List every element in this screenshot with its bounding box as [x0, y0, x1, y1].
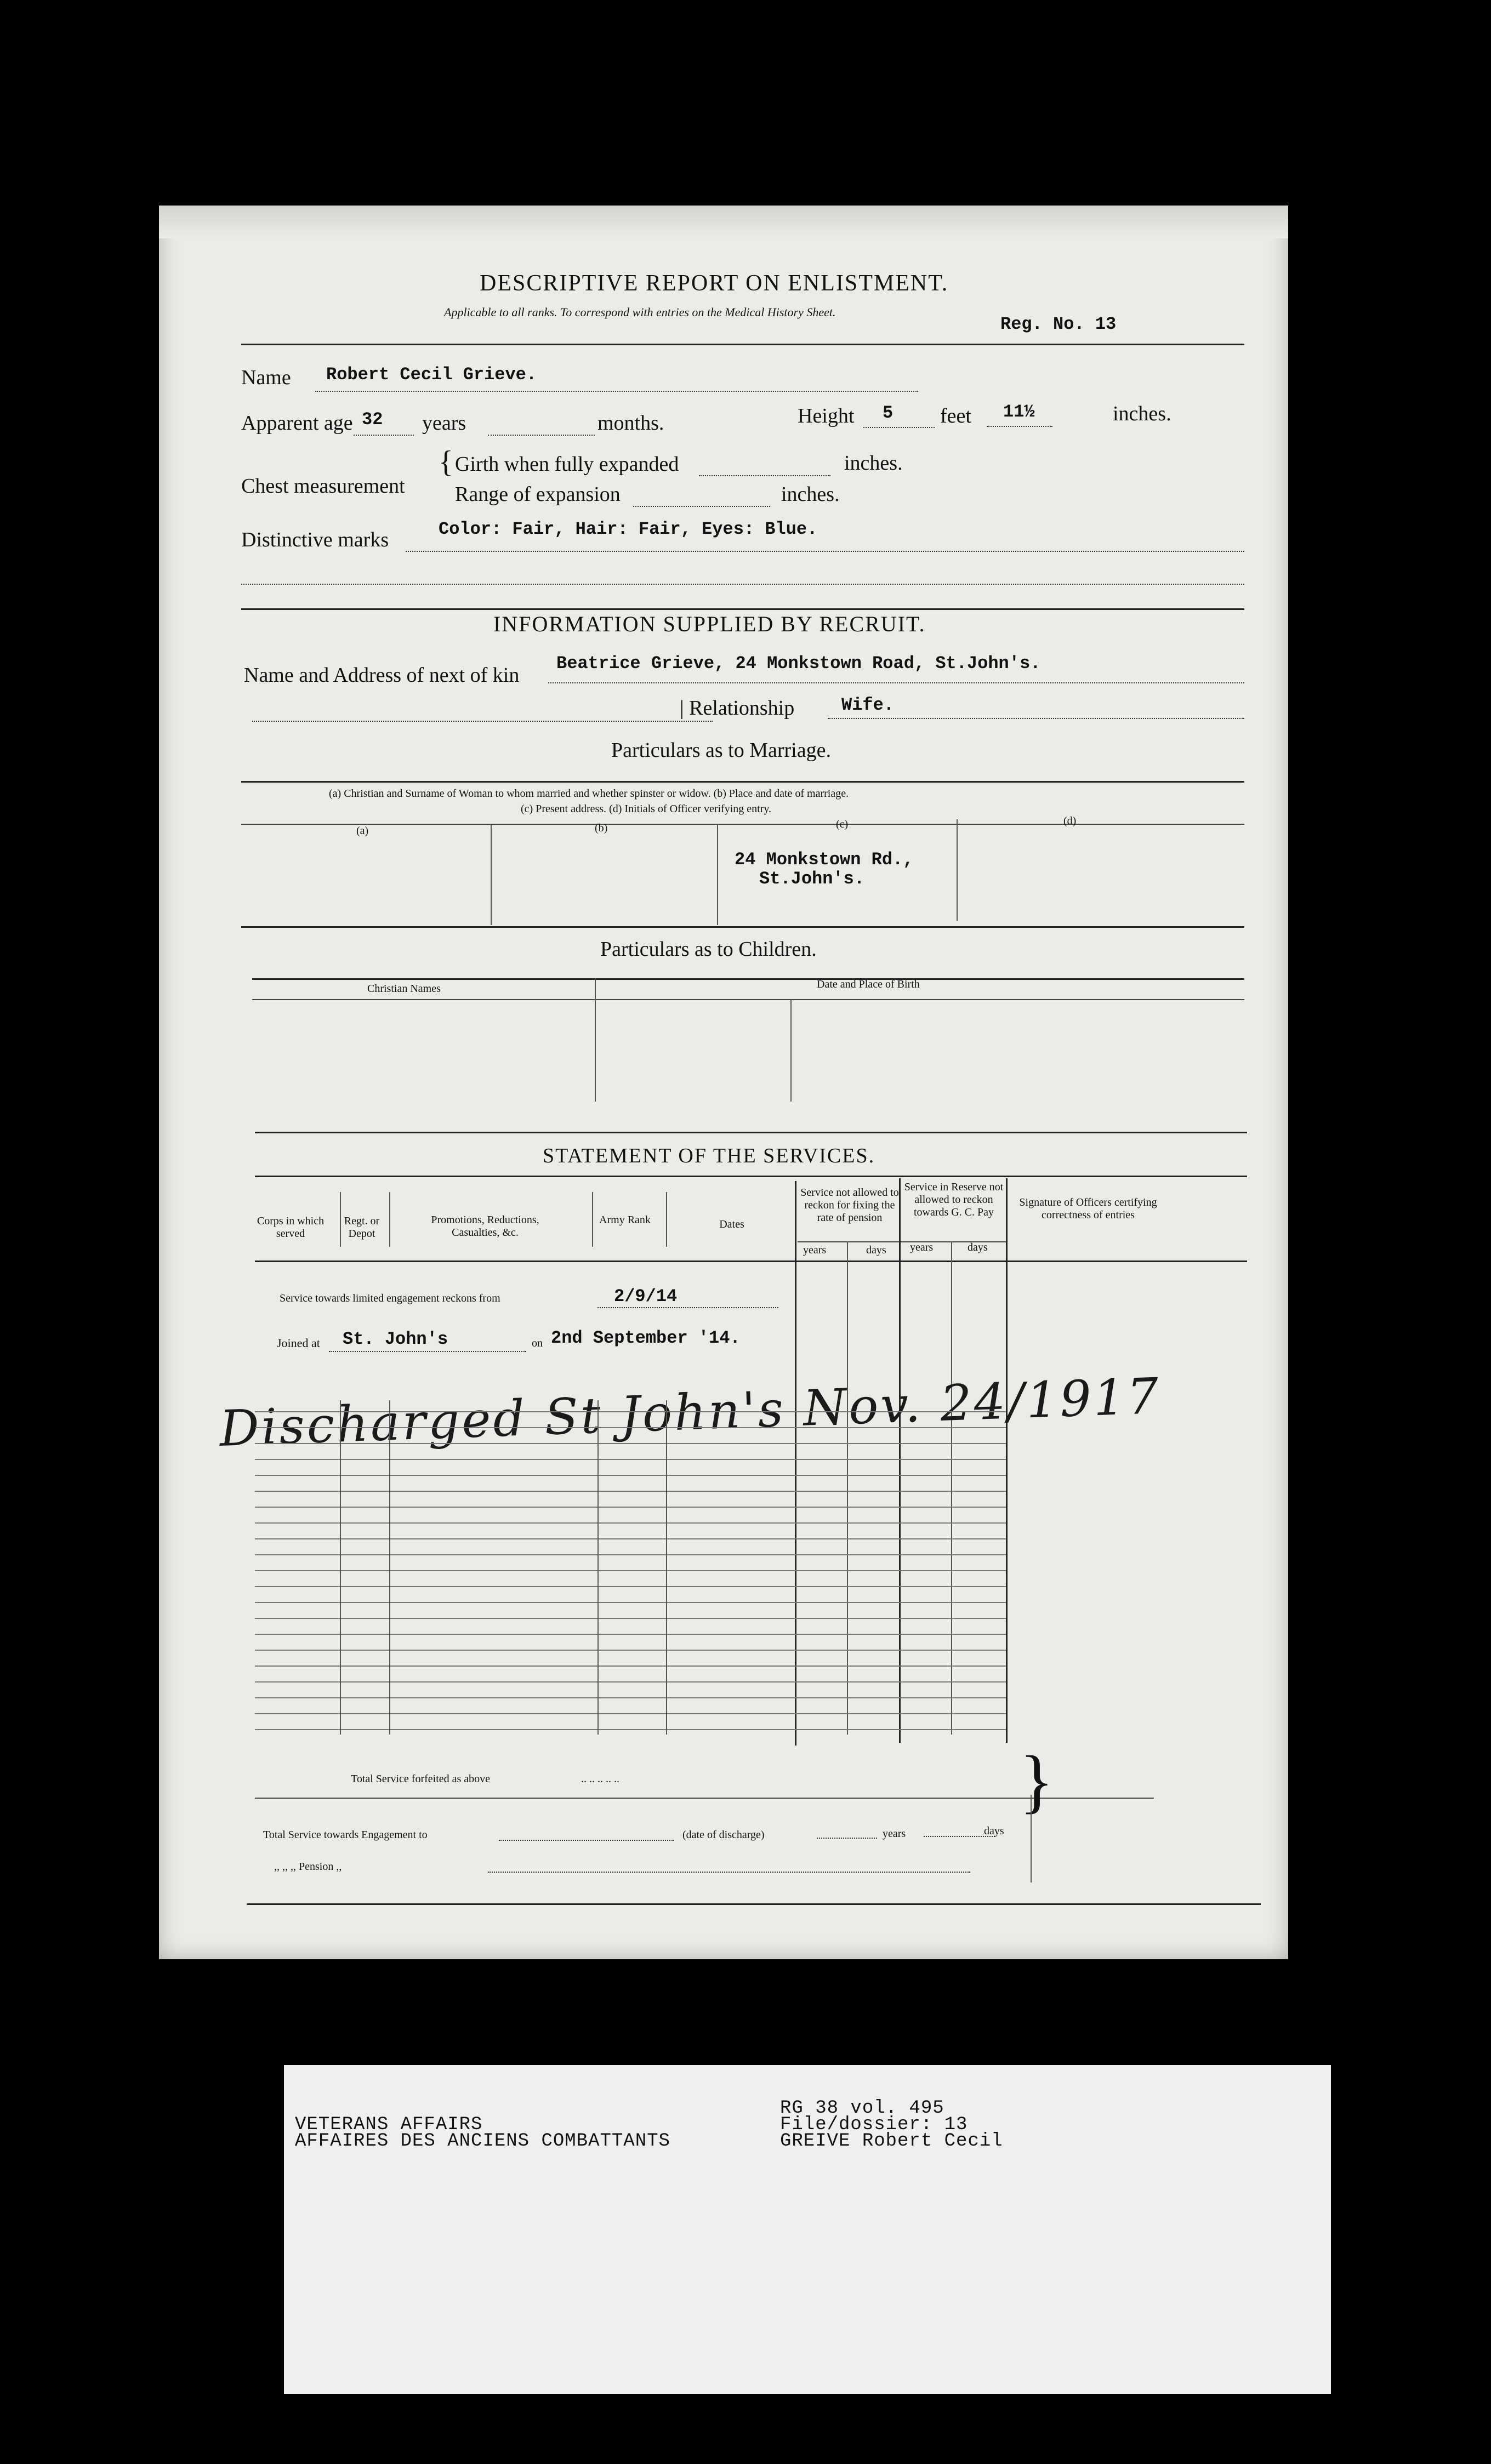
col-divider	[666, 1400, 667, 1735]
marriage-col-b: (b)	[595, 822, 608, 834]
reg-number: Reg. No. 13	[1000, 314, 1117, 334]
pension-days: days	[866, 1244, 886, 1256]
form-subtitle: Applicable to all ranks. To correspond with entries on the Medical History Sheet.	[444, 305, 836, 319]
divider	[241, 344, 1244, 345]
pension-line	[488, 1872, 970, 1873]
forfeited-label: Total Service forfeited as above	[351, 1773, 491, 1785]
signature-brace: }	[1020, 1742, 1054, 1821]
feet-label: feet	[940, 404, 971, 427]
ruled-line	[255, 1666, 1006, 1667]
divider	[255, 1176, 1247, 1177]
pension-years: years	[803, 1244, 827, 1256]
col-divider	[899, 1178, 901, 1743]
ruled-line	[255, 1729, 1006, 1730]
ruled-line	[255, 1475, 1006, 1476]
gc-years: years	[910, 1241, 934, 1253]
marriage-address-1: 24 Monkstown Rd.,	[735, 849, 914, 870]
age-line	[354, 435, 414, 436]
card-name: GREIVE Robert Cecil	[780, 2131, 1003, 2152]
relationship-value: Wife.	[841, 695, 895, 715]
col-promotions: Promotions, Reductions, Casualties, &c.	[431, 1214, 539, 1239]
joined-date: 2nd September '14.	[551, 1328, 741, 1348]
recruit-heading: INFORMATION SUPPLIED BY RECRUIT.	[493, 612, 926, 636]
gc-days: days	[968, 1241, 988, 1253]
col-divider	[491, 824, 492, 925]
kin-value: Beatrice Grieve, 24 Monkstown Road, St.John's.	[556, 653, 1041, 674]
col-divider	[957, 819, 958, 921]
marriage-address-2: St.John's.	[759, 869, 865, 889]
divider	[247, 1903, 1261, 1905]
ruled-line	[255, 1650, 1006, 1651]
ruled-line	[255, 1522, 1006, 1524]
marriage-col-d: (d)	[1063, 815, 1077, 827]
range-label: Range of expansion	[455, 483, 621, 506]
height-label: Height	[798, 404, 855, 427]
chest-label: Chest measurement	[241, 475, 405, 498]
sheet-shadow	[159, 206, 1288, 238]
kin-line	[548, 682, 1244, 683]
card-volume: RG 38 vol. 495	[780, 2098, 944, 2119]
joined-label: Joined at	[277, 1336, 320, 1350]
ruled-line	[255, 1554, 1006, 1555]
relationship-label: | Relationship	[680, 697, 795, 720]
years-label: years	[422, 412, 466, 435]
col-divider	[1031, 1795, 1032, 1883]
col-divider	[340, 1192, 341, 1247]
forfeited-dots: .. .. .. .. ..	[581, 1773, 619, 1785]
col-divider	[951, 1241, 952, 1735]
divider	[241, 824, 1244, 825]
marriage-col-a: (a)	[356, 825, 369, 837]
girth-label: Girth when fully expanded	[455, 453, 679, 476]
ruled-line	[255, 1459, 1006, 1460]
age-label: Apparent age	[241, 412, 353, 435]
marriage-heading: Particulars as to Marriage.	[611, 739, 831, 762]
years-line	[817, 1838, 877, 1839]
col-corps: Corps in which served	[257, 1215, 325, 1240]
ruled-line	[255, 1618, 1006, 1619]
col-regt: Regt. or Depot	[344, 1215, 380, 1240]
limited-line	[597, 1307, 778, 1308]
name-label: Name	[241, 366, 291, 389]
archive-label-card	[284, 2065, 1331, 2394]
days-label: days	[984, 1825, 1004, 1837]
marks-value: Color: Fair, Hair: Fair, Eyes: Blue.	[439, 519, 818, 539]
col-divider	[592, 1192, 593, 1247]
ruled-line	[255, 1681, 1006, 1682]
marriage-note-2: (c) Present address. (d) Initials of Officer verifying entry.	[521, 803, 772, 815]
divider	[255, 1132, 1247, 1133]
marriage-col-c: (c)	[836, 818, 849, 830]
col-dates: Dates	[719, 1218, 744, 1230]
divider	[241, 608, 1244, 610]
chest-brace: {	[439, 445, 453, 479]
col-divider	[666, 1192, 667, 1247]
joined-line	[329, 1351, 526, 1352]
col-signature: Signature of Officers certifying correctness of entries	[1019, 1196, 1157, 1221]
col-divider	[597, 1400, 599, 1735]
ruled-line	[255, 1697, 1006, 1698]
children-col-names: Christian Names	[367, 983, 441, 995]
divider	[252, 999, 1244, 1000]
card-dept-en: VETERANS AFFAIRS	[295, 2114, 483, 2135]
col-divider	[595, 978, 596, 1102]
range-line	[633, 506, 770, 507]
ruled-line	[255, 1634, 1006, 1635]
age-years-value: 32	[362, 409, 383, 430]
ruled-line	[255, 1427, 1006, 1428]
marks-label: Distinctive marks	[241, 528, 389, 551]
years-label: years	[883, 1828, 906, 1840]
girth-line	[699, 475, 830, 476]
discharge-handwriting: Discharged St John's Nov. 24/1917	[218, 1367, 1162, 1458]
girth-unit: inches.	[844, 452, 903, 475]
months-label: months.	[597, 412, 664, 435]
ruled-line	[255, 1538, 1006, 1539]
ruled-line	[255, 1443, 1006, 1444]
blank-line	[241, 584, 1244, 585]
inches-label: inches.	[1113, 402, 1171, 425]
name-value: Robert Cecil Grieve.	[326, 364, 537, 385]
joined-place: St. John's	[343, 1329, 448, 1349]
height-inches-value: 11½	[1003, 402, 1035, 422]
col-rank: Army Rank	[599, 1214, 651, 1226]
feet-line	[863, 427, 935, 428]
card-file: File/dossier: 13	[780, 2114, 968, 2135]
kin-line-2	[252, 721, 713, 722]
inches-line	[987, 426, 1052, 427]
marriage-note-1: (a) Christian and Surname of Woman to whom married and whether spinster or widow. (b) Place and date of marriage.	[329, 788, 849, 800]
marks-line	[406, 551, 1244, 552]
col-divider	[389, 1400, 390, 1735]
range-unit: inches.	[781, 483, 840, 506]
services-heading: STATEMENT OF THE SERVICES.	[543, 1144, 875, 1167]
col-divider	[340, 1400, 341, 1735]
months-line	[488, 435, 595, 436]
divider	[255, 1260, 1247, 1262]
ruled-line	[255, 1411, 1006, 1412]
col-divider	[389, 1192, 390, 1247]
limited-label: Service towards limited engagement reckons from	[280, 1292, 500, 1304]
ruled-line	[255, 1570, 1006, 1571]
total-line	[499, 1840, 674, 1841]
relationship-line	[828, 718, 1244, 719]
col-gc-pay: Service in Reserve not allowed to reckon towards G. C. Pay	[904, 1181, 1004, 1218]
ruled-line	[255, 1713, 1006, 1714]
ruled-line	[255, 1491, 1006, 1492]
divider	[255, 1798, 1154, 1799]
col-divider	[790, 999, 792, 1102]
joined-on-label: on	[532, 1337, 543, 1349]
divider	[241, 781, 1244, 783]
col-divider	[795, 1181, 796, 1746]
form-title: DESCRIPTIVE REPORT ON ENLISTMENT.	[480, 271, 949, 296]
divider	[252, 978, 1244, 980]
name-line	[315, 391, 918, 392]
col-divider	[847, 1241, 848, 1735]
col-divider	[1006, 1178, 1008, 1743]
pension-row: ,, ,, ,, Pension ,,	[274, 1861, 342, 1873]
enlistment-form-sheet	[159, 206, 1288, 1959]
children-col-dates: Date and Place of Birth	[817, 978, 920, 990]
ruled-line	[255, 1602, 1006, 1603]
ruled-line	[255, 1586, 1006, 1587]
total-label: Total Service towards Engagement to	[263, 1829, 428, 1841]
children-heading: Particulars as to Children.	[600, 938, 817, 961]
ruled-line	[255, 1507, 1006, 1508]
kin-label: Name and Address of next of kin	[244, 664, 520, 687]
discharge-label: (date of discharge)	[682, 1829, 765, 1841]
card-dept-fr: AFFAIRES DES ANCIENS COMBATTANTS	[295, 2131, 670, 2152]
col-pension: Service not allowed to reckon for fixing the rate of pension	[800, 1187, 899, 1224]
col-divider	[717, 824, 718, 925]
limited-value: 2/9/14	[614, 1286, 678, 1307]
height-feet-value: 5	[883, 403, 894, 423]
divider	[241, 926, 1244, 928]
